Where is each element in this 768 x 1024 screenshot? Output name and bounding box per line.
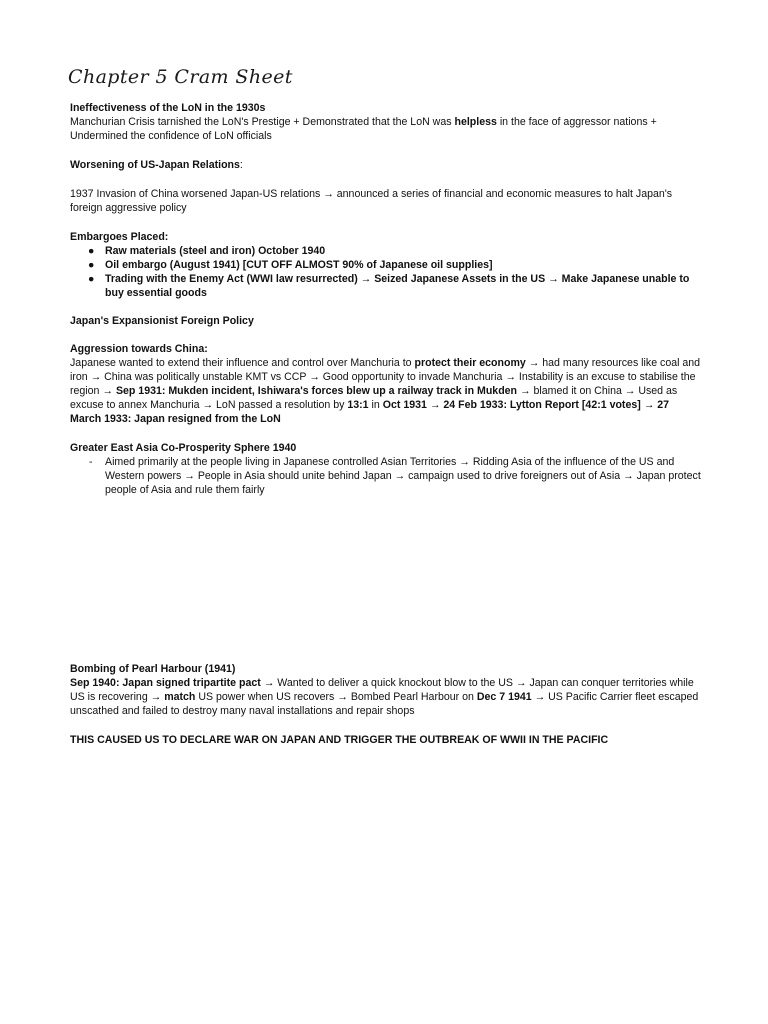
bullet-icon: ●: [88, 259, 95, 271]
section-heading-us-japan: [70, 158, 702, 172]
pearl-text: → US Pacific Carrier fleet escaped unscathed and failed to destroy many naval installations and repair shops: [70, 691, 699, 717]
conclusion-text: THIS CAUSED US TO DECLARE WAR ON JAPAN AND TRIGGER THE OUTBREAK OF WWII IN THE PACIFIC: [70, 734, 609, 746]
china-text-bold: Oct 1931 → 24 Feb 1933: Lytton Report [42:1 votes] → 27 March 1933: Japan resigned from the LoN: [70, 399, 670, 425]
section-heading-china: Aggression towards China:: [70, 343, 208, 355]
section-heading-expansionist: Japan's Expansionist Foreign Policy: [70, 315, 254, 327]
dash-icon: -: [89, 456, 93, 468]
china-text: → blamed it on China → Used as excuse to annex Manchuria → LoN passed a resolution by: [70, 385, 678, 411]
pearl-text-bold: Sep 1940: Japan signed tripartite pact: [70, 677, 261, 689]
section-heading-pearl-harbour: Bombing of Pearl Harbour (1941): [70, 663, 236, 675]
bullet-icon: ●: [88, 245, 95, 257]
pearl-text: US power when US recovers → Bombed Pearl Harbour on: [195, 691, 477, 703]
list-item: [70, 244, 702, 258]
list-item: [70, 455, 702, 497]
china-text: Japanese wanted to extend their influence and control over Manchuria to: [70, 357, 415, 369]
lon-text-bold: helpless: [454, 116, 497, 128]
list-item: [70, 272, 702, 300]
page-title: Chapter 5 Cram Sheet: [68, 66, 293, 88]
section-lon: [70, 101, 702, 143]
pearl-harbour-paragraph: [70, 676, 702, 718]
bullet-icon: ●: [88, 273, 95, 285]
us-japan-heading-colon: :: [239, 159, 243, 171]
list-item: [70, 258, 702, 272]
china-text-bold: Sep 1931: Mukden incident, Ishiwara's forces blew up a railway track in Mukden: [115, 385, 518, 397]
lon-paragraph: [70, 115, 702, 143]
china-text-bold: protect their economy: [414, 357, 526, 369]
us-japan-paragraph: 1937 Invasion of China worsened Japan-US relations → announced a series of financial and economic measures to halt Japan's foreign aggressive policy: [70, 188, 673, 214]
embargo-item-text: Raw materials (steel and iron) October 1940: [105, 245, 326, 257]
pearl-text: → Wanted to deliver a quick knockout blow to the US → Japan can conquer territories while US is recovering →: [70, 677, 694, 703]
section-heading-embargoes: Embargoes Placed:: [70, 231, 169, 243]
pearl-text-bold: Dec 7 1941: [476, 691, 532, 703]
china-text-bold: 13:1: [347, 399, 369, 411]
section-co-prosperity: [70, 441, 702, 497]
section-pearl-harbour: [70, 662, 702, 718]
lon-text-2: in the face of aggressor nations + Undermined the confidence of LoN officials: [70, 116, 657, 142]
section-us-japan: [70, 158, 702, 172]
co-prosperity-list: [70, 455, 702, 497]
china-text: → had many resources like coal and iron → China was politically unstable KMT vs CCP → Good opportunity to invade Manchuria → Instability is an excuse to stabilise the region →: [70, 357, 701, 397]
embargo-item-text: Oil embargo (August 1941) [CUT OFF ALMOST 90% of Japanese oil supplies]: [105, 259, 493, 271]
section-embargoes: [70, 230, 702, 300]
embargo-list: [70, 244, 702, 300]
lon-text-1: Manchurian Crisis tarnished the LoN's Prestige + Demonstrated that the LoN was: [70, 116, 455, 128]
co-prosperity-item-text: Aimed primarily at the people living in Japanese controlled Asian Territories → Ridding Asia of the influence of the US and Western powers → People in Asia should unite behind Japan → campaign used to drive foreigners out of Asia → Japan protect people of Asia and rule them fairly: [105, 456, 701, 496]
us-japan-heading-text: Worsening of US-Japan Relations: [70, 159, 240, 171]
china-text: in: [368, 399, 383, 411]
section-heading-lon: Ineffectiveness of the LoN in the 1930s: [70, 102, 266, 114]
pearl-text-bold: match: [164, 691, 196, 703]
china-paragraph: [70, 356, 702, 426]
section-china: [70, 342, 702, 426]
embargo-item-text: Trading with the Enemy Act (WWI law resurrected) → Seized Japanese Assets in the US → Make Japanese unable to buy essential goods: [105, 273, 690, 299]
section-heading-co-prosperity: Greater East Asia Co-Prosperity Sphere 1940: [70, 442, 297, 454]
